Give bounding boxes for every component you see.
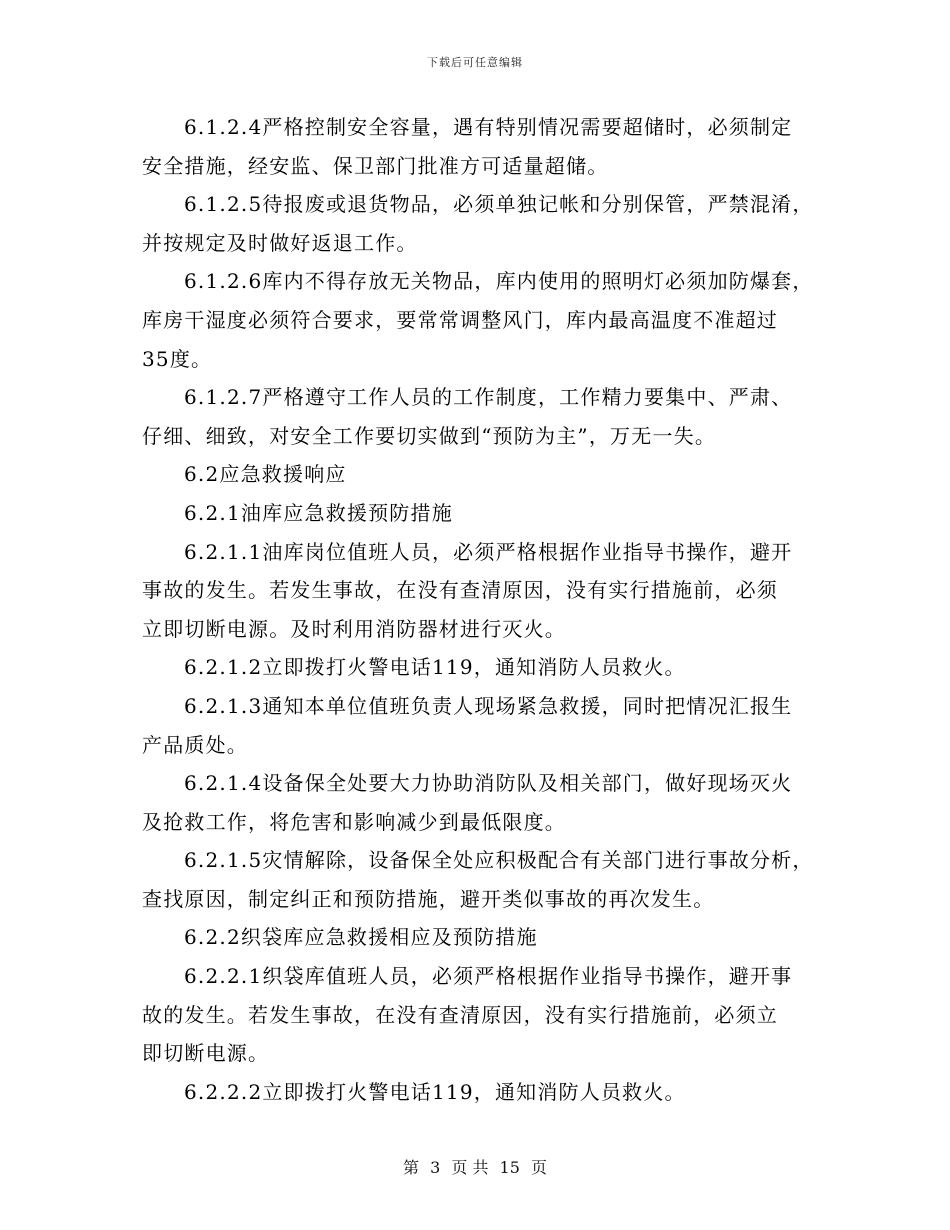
paragraph-line: 仔细、细致，对安全工作要切实做到“预防为主”，万无一失。 <box>142 423 717 448</box>
paragraph-line: 6.1.2.7严格遵守工作人员的工作制度，工作精力要集中、严肃、 <box>184 385 793 410</box>
paragraph-line: 6.1.2.6库内不得存放无关物品，库内使用的照明灯必须加防爆套， <box>184 269 814 294</box>
current-page-number: 3 <box>430 1158 441 1177</box>
footer-prefix: 第 <box>402 1158 419 1177</box>
total-pages-number: 15 <box>499 1158 520 1177</box>
paragraph-line: 故的发生。若发生事故，在没有查清原因，没有实行措施前，必须立 <box>142 1002 778 1027</box>
paragraph-line: 6.2.1.5灾情解除，设备保全处应积极配合有关部门进行事故分析， <box>184 848 814 873</box>
paragraph-line: 并按规定及时做好返退工作。 <box>142 230 418 255</box>
paragraph-line: 库房干湿度必须符合要求，要常常调整风门，库内最高温度不准超过 <box>142 307 778 332</box>
paragraph-line: 立即切断电源。及时利用消防器材进行灭火。 <box>142 616 566 641</box>
paragraph-line: 产品质处。 <box>142 732 248 757</box>
paragraph-line: 安全措施，经安监、保卫部门批准方可适量超储。 <box>142 153 609 178</box>
paragraph-line: 6.2.1.4设备保全处要大力协助消防队及相关部门，做好现场灭火 <box>184 771 793 796</box>
subsection-heading: 6.2.1油库应急救援预防措施 <box>184 500 453 525</box>
section-heading: 6.2应急救援响应 <box>184 462 347 487</box>
paragraph-line: 6.2.1.1油库岗位值班人员，必须严格根据作业指导书操作，避开 <box>184 539 793 564</box>
paragraph-line: 6.1.2.4严格控制安全容量，遇有特别情况需要超储时，必须制定 <box>184 115 793 139</box>
paragraph-line: 事故的发生。若发生事故，在没有查清原因，没有实行措施前，必须 <box>142 578 778 603</box>
paragraph-line: 6.2.1.3通知本单位值班负责人现场紧急救援，同时把情况汇报生 <box>184 693 793 718</box>
paragraph-line: 及抢救工作，将危害和影响减少到最低限度。 <box>142 809 566 834</box>
paragraph-line: 即切断电源。 <box>142 1041 270 1066</box>
paragraph-line: 查找原因，制定纠正和预防措施，避开类似事故的再次发生。 <box>142 886 715 911</box>
paragraph-line: 6.2.1.2立即拨打火警电话119，通知消防人员救火。 <box>184 655 686 680</box>
paragraph-line: 6.2.2.1织袋库值班人员，必须严格根据作业指导书操作，避开事 <box>184 964 793 989</box>
document-body <box>142 108 812 1111</box>
page-footer <box>0 1155 950 1178</box>
paragraph-line: 6.1.2.5待报废或退货物品，必须单独记帐和分别保管，严禁混淆， <box>184 192 814 217</box>
footer-suffix: 页 <box>531 1158 548 1177</box>
header-note: 下载后可任意编辑 <box>427 56 523 69</box>
subsection-heading: 6.2.2织袋库应急救援相应及预防措施 <box>184 925 538 950</box>
footer-middle: 页 共 <box>451 1158 489 1177</box>
paragraph-line: 6.2.2.2立即拨打火警电话119，通知消防人员救火。 <box>184 1079 686 1104</box>
paragraph-line: 35度。 <box>142 346 213 371</box>
